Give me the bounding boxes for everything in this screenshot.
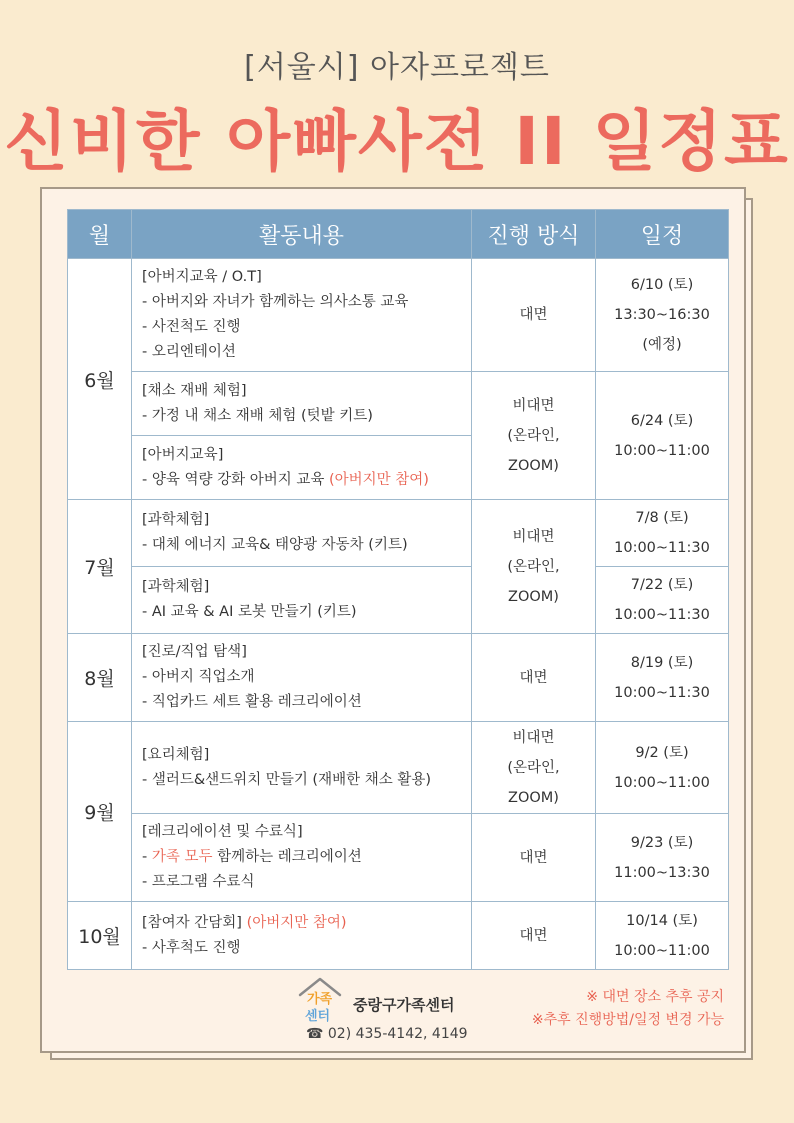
date-cell [596,814,729,902]
content-cell [132,500,472,567]
date-line: 13:30~16:30 [614,307,710,323]
method-cell [472,722,596,814]
date-cell [596,372,729,500]
method-cell [472,372,596,500]
date-cell [596,634,729,722]
svg-text:가족: 가족 [307,992,333,1007]
content-line: - 가정 내 채소 재배 체험 (텃밭 키트) [142,407,373,424]
date-line: 11:00~13:30 [614,864,710,881]
content-text: [참여자 간담회] [142,914,247,931]
table-row [68,259,729,372]
content-text: 함께하는 레크리에이션 [212,849,362,865]
content-line: - 대체 에너지 교육& 태양광 자동차 (키트) [142,537,408,553]
content-cell [132,814,472,902]
content-line: - 샐러드&샌드위치 만들기 (재배한 채소 활용) [142,771,432,788]
content-line: - 사후척도 진행 [142,939,241,956]
content-cell [132,902,472,970]
content-line: [요리체험] [142,746,210,763]
method-line: 비대면 [512,528,555,545]
content-line: [과학체험] [142,579,210,595]
whole-family-note: 가족 모두 [151,849,213,865]
date-line: 10:00~11:00 [614,774,710,791]
content-line: - 아버지와 자녀가 함께하는 의사소통 교육 [142,294,409,310]
page-title: 신비한 아빠사전 II 일정표 [4,103,790,180]
header-date: 일정 [596,210,729,259]
date-line: 10:00~11:00 [614,442,710,459]
svg-text:센터: 센터 [305,1009,331,1023]
date-line: 10:00~11:30 [614,540,710,556]
content-line: [아버지교육] [142,446,224,463]
method-cell: 대면 [472,814,596,902]
content-line [142,911,461,936]
content-text: - [142,849,152,865]
schedule-table [67,209,729,970]
table-row [68,814,729,902]
date-line: 6/10 (토) [630,277,694,293]
content-cell [132,722,472,814]
note-line: ※ 대면 장소 추후 공지 [586,989,724,1005]
method-line: 비대면 [512,397,555,414]
method-line: (온라인, [507,558,560,575]
method-cell [472,500,596,634]
method-cell: 대면 [472,902,596,970]
date-line: 10:00~11:30 [614,607,710,623]
father-only-note: (아버지만 참여) [328,471,429,488]
table-row [68,372,729,436]
content-cell [132,436,472,500]
date-cell [596,902,729,970]
table-row [68,634,729,722]
date-line: 10:00~11:30 [614,684,710,701]
date-cell [596,722,729,814]
header-method: 진행 방식 [472,210,596,259]
table-row [68,902,729,970]
note-line: ※추후 진행방법/일정 변경 가능 [531,1012,724,1028]
content-cell [132,372,472,436]
date-line: 7/22 (토) [630,577,694,593]
content-text: - 양육 역량 강화 아버지 교육 [142,471,329,488]
table-row [68,567,729,634]
table-header-row [68,210,729,259]
month-cell: 6월 [68,259,132,500]
method-line: ZOOM) [508,588,559,605]
header-month: 월 [68,210,132,259]
month-cell: 8월 [68,634,132,722]
content-line: [진로/직업 탐색] [142,644,247,660]
content-line: [채소 재배 체험] [142,382,247,399]
date-line: 7/8 (토) [635,510,689,526]
content-line: - 오리엔테이션 [142,344,236,360]
date-line: 8/19 (토) [630,654,694,671]
date-line: (예정) [642,337,682,353]
content-line: - 사전척도 진행 [142,319,241,335]
content-line: - 프로그램 수료식 [142,874,255,890]
content-line: - 아버지 직업소개 [142,669,255,685]
date-line: 9/23 (토) [630,834,694,851]
method-line: (온라인, [507,427,560,444]
month-cell: 9월 [68,722,132,902]
date-line: 9/2 (토) [635,744,689,761]
date-cell [596,259,729,372]
father-only-note: (아버지만 참여) [246,914,347,931]
footer-notes [532,986,724,1032]
page-subtitle: [서울시] 아자프로젝트 [244,50,550,85]
method-cell: 대면 [472,259,596,372]
center-name: 중랑구가족센터 [353,996,455,1014]
date-line: 6/24 (토) [630,412,694,429]
content-line: - AI 교육 & AI 로봇 만들기 (키트) [142,604,357,620]
method-line: ZOOM) [508,457,559,474]
table-row [68,722,729,814]
method-line: ZOOM) [508,789,559,806]
date-line: 10/14 (토) [626,912,698,929]
content-line: [아버지교육 / O.T] [142,269,262,285]
content-cell [132,259,472,372]
family-center-logo-icon [296,975,344,1023]
table-row [68,500,729,567]
month-cell: 10월 [68,902,132,970]
content-cell [132,567,472,634]
method-cell: 대면 [472,634,596,722]
date-cell [596,500,729,567]
header-content: 활동내용 [132,210,472,259]
method-line: 비대면 [512,729,555,746]
phone-number: ☎ 02) 435-4142, 4149 [306,1026,468,1042]
content-line: [레크리에이션 및 수료식] [142,824,303,840]
date-line: 10:00~11:00 [614,942,710,959]
content-line: [과학체험] [142,512,210,528]
content-line [142,468,461,493]
content-line [142,845,461,870]
date-cell [596,567,729,634]
content-line: - 직업카드 세트 활용 레크리에이션 [142,694,362,710]
method-line: (온라인, [507,759,560,776]
content-cell [132,634,472,722]
month-cell: 7월 [68,500,132,634]
